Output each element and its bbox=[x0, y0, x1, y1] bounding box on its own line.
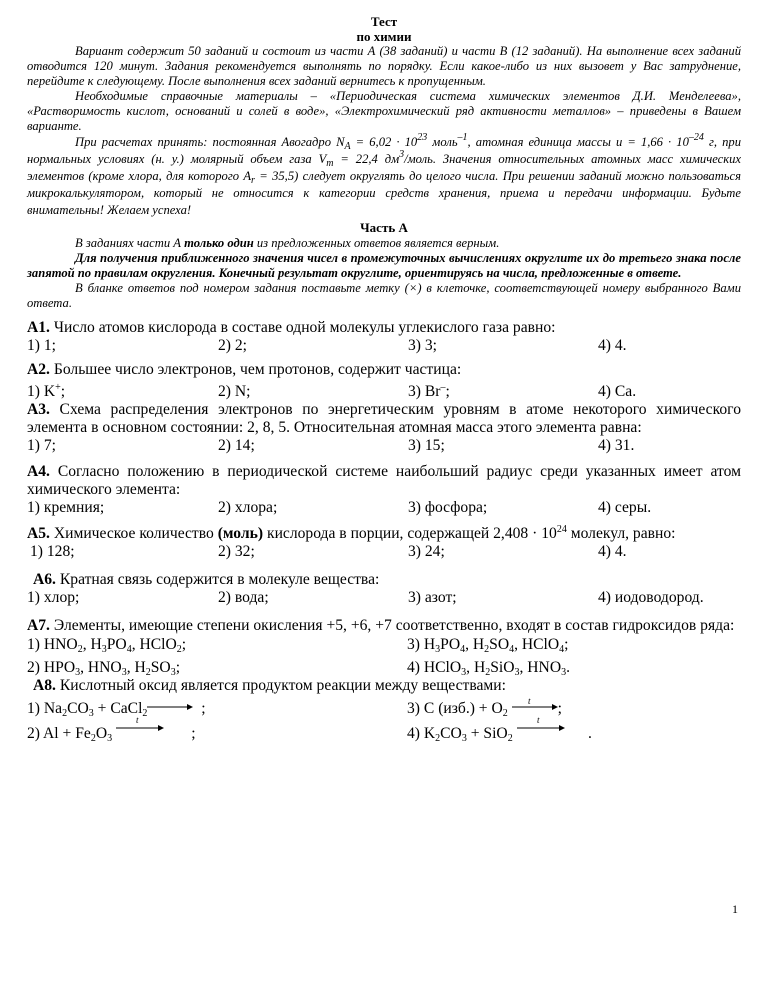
answer-option: 2) 2; bbox=[218, 337, 248, 354]
question-a7-options-row1 bbox=[27, 635, 741, 654]
answer-option: 4) серы. bbox=[598, 499, 652, 516]
question-a4: А4. Согласно положению в периодической системе наибольший радиус среди указанных имеет атом химического элемента: bbox=[27, 463, 741, 498]
question-a5: А5. Химическое количество (моль) кислорода в порции, содержащей $2,408 \cdot 10^{24}$ молекул, равно: bbox=[27, 524, 676, 542]
answer-option: 3) C $(изб.) + O_2$ t ; bbox=[407, 697, 563, 719]
question-a1: А1. Число атомов кислорода в составе одной молекулы углекислого газа равно: bbox=[27, 319, 556, 336]
answer-option: 3) $H_3PO_4$, $H_2SO_4$, HClO$_4$; bbox=[407, 636, 569, 655]
svg-text:t: t bbox=[536, 716, 540, 725]
answer-option: 1) 128; bbox=[30, 543, 75, 560]
question-a8-options-row2 bbox=[27, 716, 741, 744]
answer-option: 4) иодоводород. bbox=[598, 589, 704, 606]
answer-option: 3) азот; bbox=[408, 589, 457, 606]
question-a6: А6. Кратная связь содержится в молекуле вещества: bbox=[33, 571, 380, 588]
answer-option: 1) хлор; bbox=[27, 589, 80, 606]
answer-option: 2) N; bbox=[218, 383, 251, 400]
question-a7-options-row2 bbox=[27, 658, 741, 677]
answer-option: 3) Br–; bbox=[408, 382, 450, 400]
answer-option: 4) Ca. bbox=[598, 383, 637, 400]
reaction-arrow-icon bbox=[512, 697, 558, 711]
answer-option: 3) фосфора; bbox=[408, 499, 488, 516]
question-a4-options bbox=[27, 499, 741, 517]
answer-option: 1) K+; bbox=[27, 382, 66, 400]
answer-option: 4) 4. bbox=[598, 337, 627, 354]
answer-option: 4) 31. bbox=[598, 437, 635, 454]
reaction-arrow-icon bbox=[517, 716, 565, 736]
page-number: 1 bbox=[732, 902, 738, 916]
question-a5-options bbox=[27, 543, 741, 561]
answer-option: 2) 14; bbox=[218, 437, 255, 454]
part-a-note-3: В бланке ответов под номером задания поставьте метку (×) в клеточке, соответствующей номеру выбранного Вами ответа. bbox=[27, 281, 741, 310]
answer-option: 1) $Na_2CO_3$ + CaCl$_2$ ; bbox=[27, 700, 206, 719]
document-page bbox=[27, 14, 741, 743]
reaction-arrow-icon bbox=[116, 716, 164, 736]
answer-option: 3) 3; bbox=[408, 337, 438, 354]
answer-option: 2) $HPO_3$, $HNO_3$, $H_2SO_3$; bbox=[27, 659, 181, 678]
intro-paragraph-1: Вариант содержит 50 заданий и состоит из части А (38 заданий) и части В (12 заданий). На выполнение всех заданий отводится 120 минут. Задания рекомендуется выполнять по порядку. Если какое-либо из них вызовет у Вас затруднение, перейдите к следующему. После выполнения всех заданий вернитесь к пропущенным. bbox=[27, 44, 741, 88]
question-a6-options bbox=[27, 589, 741, 607]
question-a2-options bbox=[27, 383, 741, 401]
answer-option: 4) HClO$_3$, $H_2SiO_3$, $HNO_3$. bbox=[407, 659, 570, 678]
svg-text:t: t bbox=[527, 697, 531, 706]
answer-option: 2) $Al + Fe_2O_3$ t ; bbox=[27, 716, 196, 744]
intro-paragraph-2: Необходимые справочные материалы – «Периодическая система химических элементов Д.И. Менделеева», «Растворимость кислот, оснований и солей в воде», «Электрохимический ряд активности металлов» – приведены в Вашем варианте. bbox=[27, 89, 741, 133]
question-a2: А2. Большее число электронов, чем протонов, содержит частица: bbox=[27, 361, 462, 378]
question-a8: А8. Кислотный оксид является продуктом реакции между веществами: bbox=[33, 677, 506, 694]
answer-option: 2) 32; bbox=[218, 543, 255, 560]
part-a-note-1: В заданиях части А только один из предложенных ответов является верным. bbox=[75, 236, 500, 250]
answer-option: 1) кремния; bbox=[27, 499, 105, 516]
question-a1-options bbox=[27, 337, 741, 355]
part-a-title: Часть А bbox=[360, 220, 408, 235]
question-a7: А7. Элементы, имеющие степени окисления +5, +6, +7 соответственно, входят в состав гидроксидов ряда: bbox=[27, 617, 735, 634]
answer-option: 4) 4. bbox=[598, 543, 627, 560]
reaction-arrow-icon bbox=[147, 701, 193, 711]
answer-option: 1) 7; bbox=[27, 437, 57, 454]
svg-text:t: t bbox=[135, 716, 139, 725]
part-a-note-2: Для получения приближенного значения чисел в промежуточных вычислениях округлите их до третьего знака после запятой по правилам округления. Конечный результат округлите, ориентируясь на числа, предложенные в ответе. bbox=[27, 251, 741, 280]
doc-subtitle: по химии bbox=[356, 29, 412, 44]
answer-option: 2) вода; bbox=[218, 589, 269, 606]
intro-paragraph-3: При расчетах принять: постоянная Авогадро $N_A = 6,02 \cdot 10^{23}$ моль$^{-1}$, атомная единица массы $u = 1,66 \cdot 10^{-24}$ г, при нормальных условиях (н. у.) молярный объем газа $V_m = 22,4$ $дм^3$/моль. Значения относительных атомных масс химических элементов (кроме хлора, для которого $A_r = 35,5$) следует округлять до целого числа. При решении заданий можно пользоваться микрокалькулятором, который не относится к категории средств хранения, приема и передачи информации. Будьте внимательны! Желаем успеха! bbox=[27, 132, 742, 217]
answer-option: 1) 1; bbox=[27, 337, 57, 354]
answer-option: 2) хлора; bbox=[218, 499, 278, 516]
question-a3-options bbox=[27, 437, 741, 455]
answer-option: 4) $K_2CO_3 + SiO_2$ t . bbox=[407, 716, 592, 744]
answer-option: 3) 24; bbox=[408, 543, 445, 560]
answer-option: 3) 15; bbox=[408, 437, 445, 454]
answer-option: 1) $HNO_2$, $H_3PO_4$, HClO$_2$; bbox=[27, 636, 187, 655]
doc-title: Тест bbox=[370, 14, 398, 29]
question-a3: А3. Схема распределения электронов по энергетическим уровням в атоме некоторого химического элемента в основном состоянии: 2, 8, 5. Относительная атомная масса этого элемента равна: bbox=[27, 401, 741, 436]
